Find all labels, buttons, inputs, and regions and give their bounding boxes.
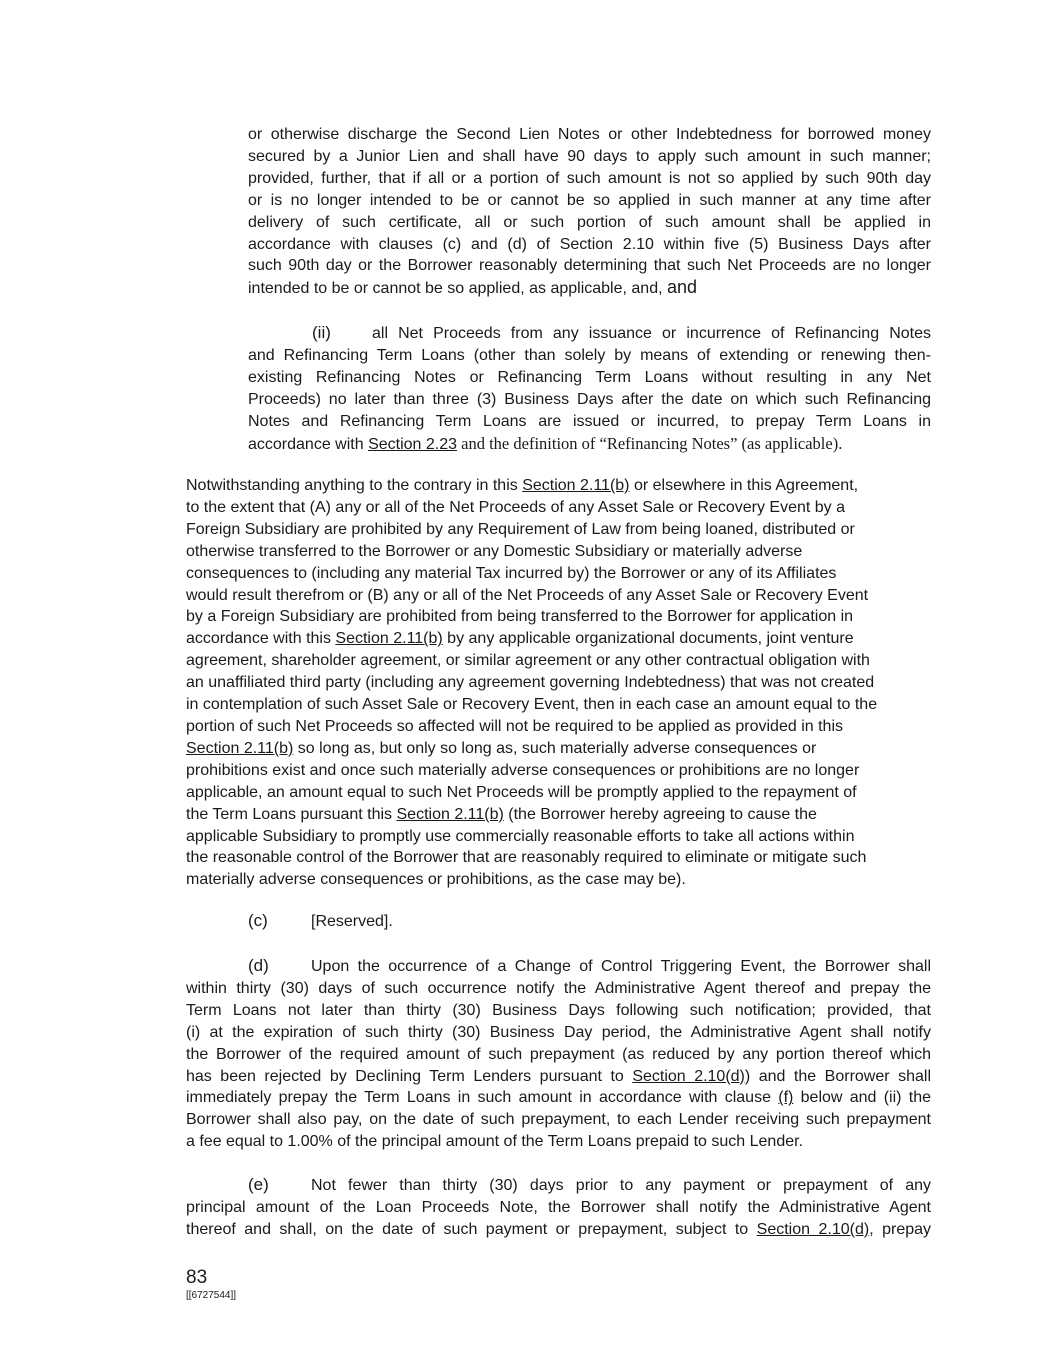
text-line: consequences to (including any material Tax incurred by) the Borrower or any of its Affiliates	[186, 564, 837, 582]
text-line: (ii) all Net Proceeds from any issuance or incurrence of Refinancing Notes	[312, 323, 931, 342]
text-line: applicable Subsidiary to promptly use commercially reasonable efforts to take all actions within	[186, 827, 855, 845]
text-line: Foreign Subsidiary are prohibited by any Requirement of Law from being loaned, distributed or	[186, 520, 855, 538]
text-line: the reasonable control of the Borrower that are reasonably required to eliminate or mitigate such	[186, 849, 867, 867]
paragraph-notwithstanding	[186, 475, 931, 891]
paragraph-e	[186, 1174, 931, 1241]
text-line: delivery of such certificate, all or such portion of such amount shall be applied in	[248, 213, 931, 231]
text-line: materially adverse consequences or prohibitions, as the case may be).	[186, 871, 686, 889]
text-line: agreement, shareholder agreement, or similar agreement or any other contractual obligation with	[186, 652, 870, 670]
text-line: (e) Not fewer than thirty (30) days prior to any payment or prepayment of any	[248, 1175, 931, 1194]
clause-reference-link[interactable]: (f)	[778, 1089, 794, 1107]
section-reference-link[interactable]: Section 2.10(d)	[756, 1220, 870, 1238]
text-line: secured by a Junior Lien and shall have 90 days to apply such amount in such manner;	[248, 147, 931, 165]
text-line: and Refinancing Term Loans (other than solely by means of extending or renewing then-	[248, 346, 931, 364]
section-reference-link[interactable]: Section 2.11(b)	[186, 739, 294, 757]
text-line: existing Refinancing Notes or Refinancing Term Loans without resulting in any Net	[248, 368, 931, 386]
text-line: would result therefrom or (B) any or all of the Net Proceeds of any Asset Sale or Recovery Event	[186, 586, 869, 604]
text-line: in contemplation of such Asset Sale or Recovery Event, then in each case an amount equal to the	[186, 696, 878, 714]
text-line: Term Loans not later than thirty (30) Business Days following such notification; provided, that	[186, 1001, 931, 1019]
text-line: within thirty (30) days of such occurrence notify the Administrative Agent thereof and prepay the	[186, 979, 931, 997]
text-line: (d) Upon the occurrence of a Change of Control Triggering Event, the Borrower shall	[248, 956, 931, 975]
text-line: accordance with this Section 2.11(b) by any applicable organizational documents, joint venture	[186, 630, 854, 648]
text-line: Notes and Refinancing Term Loans are issued or incurred, to prepay Term Loans in	[248, 412, 931, 430]
text-line: Notwithstanding anything to the contrary in this Section 2.11(b) or elsewhere in this Agreement,	[186, 477, 859, 494]
text-line: such 90th day or the Borrower reasonably determining that such Net Proceeds are no longer	[248, 257, 931, 275]
paragraph-c	[248, 910, 931, 933]
text-line: has been rejected by Declining Term Lenders pursuant to Section 2.10(d)) and the Borrower shall	[186, 1067, 932, 1085]
text-line: accordance with Section 2.23 and the definition of “Refinancing Notes” (as applicable).	[248, 433, 843, 453]
text-line: a fee equal to 1.00% of the principal amount of the Term Loans prepaid to such Lender.	[186, 1133, 804, 1151]
text-line: the Term Loans pursuant this Section 2.11(b) (the Borrower hereby agreeing to cause the	[186, 805, 817, 823]
text-line: accordance with clauses (c) and (d) of Section 2.10 within five (5) Business Days after	[248, 235, 931, 253]
text-line: prohibitions exist and once such materially adverse consequences or prohibitions are no longer	[186, 761, 860, 779]
section-reference-link[interactable]: Section 2.11(b)	[396, 805, 504, 823]
paragraph-ii	[248, 322, 931, 455]
clause-label: (e)	[248, 1175, 269, 1194]
paragraph-i-continuation	[248, 124, 931, 300]
text-line: immediately prepay the Term Loans in such amount in accordance with clause (f) below and (ii) the	[186, 1089, 931, 1107]
text-line: intended to be or cannot be so applied, as applicable, and, and	[248, 277, 698, 298]
section-reference-link[interactable]: Section 2.10(d)	[632, 1067, 745, 1085]
text-line: Proceeds) no later than three (3) Business Days after the date on which such Refinancing	[248, 390, 931, 408]
text-line: provided, further, that if all or a portion of such amount is not so applied by such 90th day	[248, 169, 931, 187]
paragraph-d	[186, 955, 931, 1153]
text-line: thereof and shall, on the date of such payment or prepayment, subject to Section 2.10(d), prepay	[186, 1220, 932, 1238]
section-reference-link[interactable]: Section 2.11(b)	[335, 630, 443, 648]
clause-label: (d)	[248, 956, 269, 975]
text-line: otherwise transferred to the Borrower or any Domestic Subsidiary or materially adverse	[186, 542, 803, 560]
text-line: principal amount of the Loan Proceeds Note, the Borrower shall notify the Administrative Agent	[186, 1198, 931, 1216]
text-line: by a Foreign Subsidiary are prohibited from being transferred to the Borrower for application in	[186, 608, 854, 626]
page-number: 83	[186, 1267, 208, 1288]
section-reference-link[interactable]: Section 2.23	[368, 435, 458, 453]
text-line: Section 2.11(b) so long as, but only so long as, such materially adverse consequences or	[186, 739, 817, 757]
document-id: [[6727544]]	[186, 1290, 237, 1301]
clause-label: (c)	[248, 911, 268, 930]
text-line: applicable, an amount equal to such Net Proceeds will be promptly applied to the repayment of	[186, 783, 857, 801]
text-line: the Borrower of the required amount of such prepayment (as reduced by any portion thereof which	[186, 1045, 931, 1063]
text-line: to the extent that (A) any or all of the Net Proceeds of any Asset Sale or Recovery Event by a	[186, 498, 846, 516]
text-line: (i) at the expiration of such thirty (30) Business Day period, the Administrative Agent shall notify	[186, 1023, 931, 1041]
section-reference-link[interactable]: Section 2.11(b)	[522, 477, 630, 494]
text-line: (c) [Reserved].	[248, 911, 393, 930]
clause-label: (ii)	[312, 323, 331, 342]
text-line: or is no longer intended to be or cannot be so applied in such manner at any time after	[248, 191, 931, 209]
text-line: or otherwise discharge the Second Lien Notes or other Indebtedness for borrowed money	[248, 126, 931, 143]
text-line: portion of such Net Proceeds so affected will not be required to be applied as provided in this	[186, 717, 843, 735]
text-line: an unaffiliated third party (including any agreement governing Indebtedness) that was not created	[186, 674, 875, 692]
text-line: Borrower shall also pay, on the date of such prepayment, to each Lender receiving such prepayment	[186, 1111, 931, 1129]
